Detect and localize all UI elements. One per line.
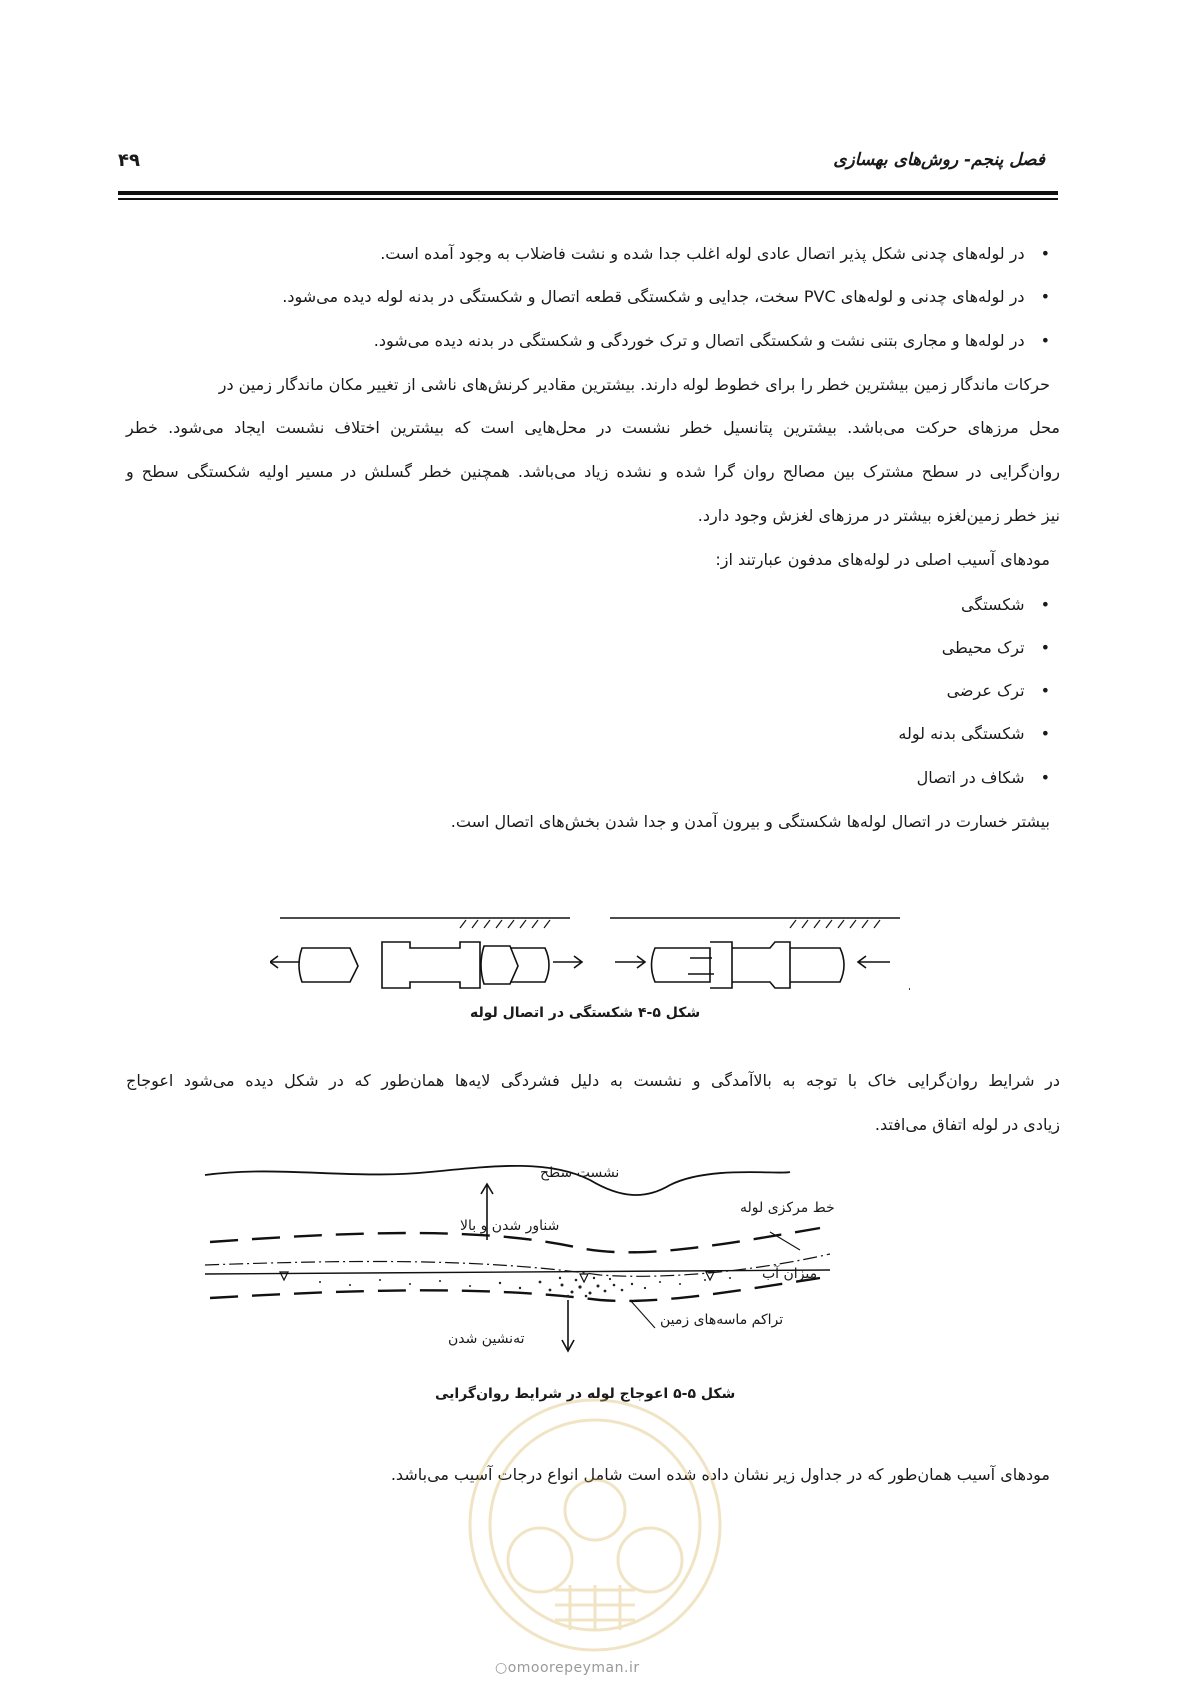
label-sand-accumulation: تراکم ماسه‌های زمین [660, 1312, 784, 1328]
closing-line: مودهای آسیب همان‌طور که در جداول زیر نشان داده شده است شامل انواع درجات آسیب می‌باشد. [390, 1465, 1050, 1484]
label-pipe-centerline: خط مرکزی لوله [740, 1200, 835, 1216]
figure-5-caption: شکل ۵-۵ اعوجاج لوله در شرایط روان‌گرایی [435, 1386, 736, 1402]
watermark-logo [460, 1390, 730, 1660]
bullet-item: • در لوله‌ها و مجاری بتنی نشت و شکستگی اتصال و ترک خوردگی و شکستگی در بدنه دیده می‌شود. [374, 333, 1050, 349]
figure-pipe-joint-diagram [270, 900, 910, 1000]
paragraph-line: زیادی در لوله اتفاق می‌افتد. [874, 1115, 1060, 1134]
paragraph-line: محل مرزهای حرکت می‌باشد. بیشترین پتانسیل خطر نشست در محل‌هایی است که بیشترین اختلاف نشست ایجاد می‌شود. خطر [126, 418, 1060, 437]
watermark-url [495, 1660, 640, 1676]
damage-mode-item: • شکستگی [961, 597, 1050, 613]
damage-mode-item: • ترک محیطی [942, 640, 1050, 656]
damage-mode-item: • شکاف در اتصال [917, 770, 1050, 786]
paragraph-line: نیز خطر زمین‌لغزه بیشتر در مرزهای لغزش وجود دارد. [697, 506, 1060, 525]
damage-summary: بیشتر خسارت در اتصال لوله‌ها شکستگی و بیرون آمدن و جدا شدن بخش‌های اتصال است. [450, 812, 1050, 831]
figure-liquefaction-diagram [200, 1150, 880, 1370]
damage-mode-item: • ترک عرضی [947, 683, 1050, 699]
chapter-title: فصل پنجم- روش‌های بهسازی [833, 150, 1045, 170]
damage-mode-item: • شکستگی بدنه لوله [898, 726, 1050, 742]
bullet-item: • در لوله‌های چدنی شکل پذیر اتصال عادی لوله اغلب جدا شده و نشت فاضلاب به وجود آمده است. [380, 246, 1050, 262]
damage-modes-intro: مودهای آسیب اصلی در لوله‌های مدفون عبارتند از: [715, 550, 1050, 569]
header-rule-thin [118, 198, 1058, 200]
globe-icon: ○ [495, 1660, 508, 1676]
page-number: ۴۹ [118, 150, 140, 171]
figure-4-caption: شکل ۵-۴ شکستگی در اتصال لوله [470, 1005, 701, 1021]
paragraph-line: در شرایط روان‌گرایی خاک با توجه به بالاآمدگی و نشست به دلیل فشردگی لایه‌ها همان‌طور که در شکل دیده می‌شود اعوجاج [126, 1071, 1060, 1090]
label-sinking: ته‌نشین شدن [448, 1331, 525, 1347]
paragraph-line: روان‌گرایی در سطح مشترک بین مصالح روان گرا شده و نشده زیاد می‌باشد. همچنین خطر گسلش در مسیر اولیه شکستگی سطح و [126, 462, 1060, 481]
label-surface-settlement: نشست سطح [540, 1165, 620, 1181]
bullet-item: • در لوله‌های چدنی و لوله‌های PVC سخت، جدایی و شکستگی قطعه اتصال و شکستگی در بدنه لوله دیده می‌شود. [282, 289, 1050, 305]
header-rule-thick [118, 191, 1058, 195]
label-float-up: شناور شدن و بالا [460, 1218, 560, 1234]
label-water-table: میزان آب [762, 1266, 818, 1282]
watermark-url-text: omoorepeyman.ir [507, 1660, 640, 1676]
paragraph-line: حرکات ماندگار زمین بیشترین خطر را برای خطوط لوله دارند. بیشترین مقادیر کرنش‌های ناشی از تغییر مکان ماندگار زمین در [218, 375, 1050, 394]
